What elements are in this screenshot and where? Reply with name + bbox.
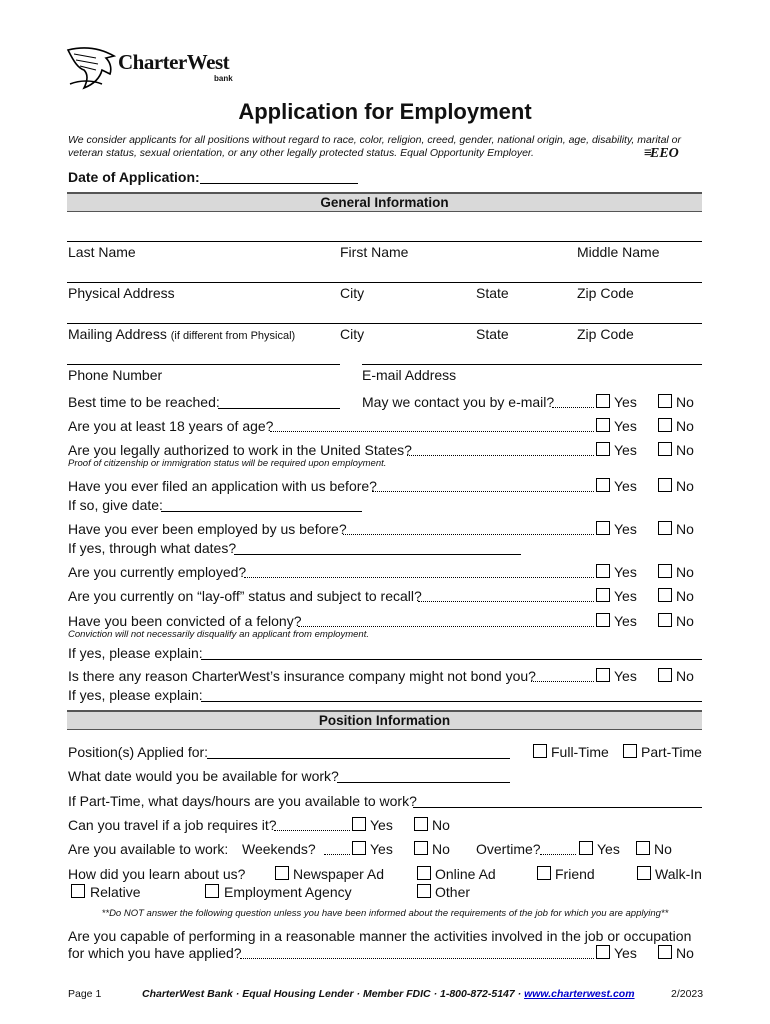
page-number: Page 1: [68, 988, 102, 1000]
footer-phone: 1-800-872-5147: [440, 988, 515, 1000]
bank-name: CharterWest: [118, 50, 230, 74]
relative-checkbox[interactable]: [71, 884, 85, 898]
capable-yes-checkbox[interactable]: [596, 945, 610, 959]
age18-label: Are you at least 18 years of age?: [68, 418, 274, 434]
felony-note: Conviction will not necessarily disqualify an applicant from employment.: [68, 629, 369, 640]
no-label: No: [676, 394, 694, 410]
footer-sep: ·: [235, 988, 240, 1000]
footer-bank: CharterWest Bank: [142, 988, 233, 1000]
position-info-header: Position Information: [67, 710, 702, 730]
yes-label: Yes: [370, 817, 393, 833]
footer-sep: ·: [517, 988, 522, 1000]
layoff-yes-checkbox[interactable]: [596, 588, 610, 602]
yes-label: Yes: [370, 841, 393, 857]
yes-label: Yes: [614, 668, 637, 684]
overtime-no-checkbox[interactable]: [636, 841, 650, 855]
available-date-label: What date would you be available for work?: [68, 768, 339, 784]
leader-dots: [270, 431, 594, 432]
currently-employed-no-checkbox[interactable]: [658, 564, 672, 578]
learn-label: How did you learn about us?: [68, 866, 246, 882]
zip-label: Zip Code: [577, 285, 634, 301]
bond-yes-checkbox[interactable]: [596, 668, 610, 682]
employed-before-yes-checkbox[interactable]: [596, 521, 610, 535]
no-label: No: [676, 521, 694, 537]
notice-text: **Do NOT answer the following question unless you have been informed about the requirements of the job for which you are applying**: [101, 908, 669, 919]
leader-dots: [240, 958, 594, 959]
yes-label: Yes: [614, 521, 637, 537]
date-of-application-field[interactable]: [200, 183, 358, 184]
bank-sub: bank: [214, 74, 233, 83]
layoff-label: Are you currently on “lay-off” status and subject to recall?: [68, 588, 422, 604]
part-time-hours-field[interactable]: [413, 807, 702, 808]
travel-label: Can you travel if a job requires it?: [68, 817, 277, 833]
full-time-label: Full-Time: [551, 744, 609, 760]
no-label: No: [676, 564, 694, 580]
newspaper-label: Newspaper Ad: [293, 866, 385, 882]
weekends-yes-checkbox[interactable]: [352, 841, 366, 855]
full-time-checkbox[interactable]: [533, 744, 547, 758]
contact-email-label: May we contact you by e-mail?: [362, 394, 555, 410]
weekends-question-label: Are you available to work:: [68, 841, 229, 857]
what-dates-label: If yes, through what dates?: [68, 540, 237, 556]
yes-label: Yes: [614, 588, 637, 604]
leader-dots: [418, 601, 594, 602]
what-dates-field[interactable]: [234, 554, 521, 555]
leader-dots: [407, 455, 594, 456]
contact-email-yes-checkbox[interactable]: [596, 394, 610, 408]
yes-label: Yes: [614, 478, 637, 494]
bank-logo: [66, 44, 241, 92]
layoff-no-checkbox[interactable]: [658, 588, 672, 602]
first-name-label: First Name: [340, 244, 409, 260]
no-label: No: [432, 817, 450, 833]
felony-explain-label: If yes, please explain:: [68, 645, 203, 661]
physical-address-field-line[interactable]: [67, 282, 702, 283]
no-label: No: [676, 418, 694, 434]
online-label: Online Ad: [435, 866, 496, 882]
capable-label-line1: Are you capable of performing in a reasonable manner the activities involved in the job or occupation: [68, 928, 692, 944]
mailing-address-label: [68, 326, 295, 342]
filed-before-yes-checkbox[interactable]: [596, 478, 610, 492]
yes-label: Yes: [597, 841, 620, 857]
no-label: No: [676, 478, 694, 494]
leader-dots: [274, 830, 350, 831]
filed-before-label: Have you ever filed an application with us before?: [68, 478, 377, 494]
city-label: City: [340, 285, 365, 301]
no-label: No: [676, 588, 694, 604]
last-name-label: Last Name: [68, 244, 136, 260]
leader-dots: [540, 854, 576, 855]
felony-no-checkbox[interactable]: [658, 613, 672, 627]
felony-explain-field[interactable]: [201, 659, 702, 660]
capable-no-checkbox[interactable]: [658, 945, 672, 959]
yes-label: Yes: [614, 442, 637, 458]
travel-yes-checkbox[interactable]: [352, 817, 366, 831]
bond-label: Is there any reason CharterWest’s insurance company might not bond you?: [68, 668, 536, 684]
agency-checkbox[interactable]: [205, 884, 219, 898]
footer-sep: ·: [356, 988, 361, 1000]
email-field-line[interactable]: [362, 364, 702, 365]
leader-dots: [244, 577, 594, 578]
mailing-address-field-line[interactable]: [67, 323, 702, 324]
authorized-no-checkbox[interactable]: [658, 442, 672, 456]
mailing-city-label: City: [340, 326, 365, 342]
footer-fdic: Member FDIC: [362, 988, 431, 1000]
contact-email-no-checkbox[interactable]: [658, 394, 672, 408]
newspaper-checkbox[interactable]: [275, 866, 289, 880]
capable-label-line2: for which you have applied?: [68, 945, 242, 961]
eeo-disclaimer: We consider applicants for all positions without regard to race, color, religion, creed, gender, national origin, age, disability, marital or veteran status, sexual orientation, or any other legally protected status. Equal Opportunity Employer.: [68, 134, 682, 159]
footer-date: 2/2023: [671, 988, 704, 1000]
footer-url-link[interactable]: www.charterwest.com: [524, 988, 635, 1000]
give-date-field[interactable]: [161, 511, 362, 512]
weekends-label: Weekends?: [242, 841, 316, 857]
bond-explain-field[interactable]: [201, 701, 702, 702]
part-time-label: Part-Time: [641, 744, 702, 760]
filed-before-no-checkbox[interactable]: [658, 478, 672, 492]
page-title: Application for Employment: [238, 99, 532, 124]
part-time-checkbox[interactable]: [623, 744, 637, 758]
friend-checkbox[interactable]: [537, 866, 551, 880]
yes-label: Yes: [614, 418, 637, 434]
walkin-checkbox[interactable]: [637, 866, 651, 880]
footer-sep: ·: [433, 988, 438, 1000]
middle-name-label: Middle Name: [577, 244, 660, 260]
phone-field-line[interactable]: [67, 364, 340, 365]
available-date-field[interactable]: [337, 782, 510, 783]
relative-label: Relative: [90, 884, 141, 900]
eagle-icon: [66, 44, 126, 92]
friend-label: Friend: [555, 866, 595, 882]
eeo-logo: ≡EEO: [644, 146, 679, 161]
footer-bank-info: [142, 988, 635, 1000]
bond-explain-label: If yes, please explain:: [68, 687, 203, 703]
general-info-header: General Information: [67, 192, 702, 212]
physical-address-label: Physical Address: [68, 285, 175, 301]
employed-before-label: Have you ever been employed by us before?: [68, 521, 347, 537]
footer-ehl: Equal Housing Lender: [242, 988, 354, 1000]
leader-dots: [298, 626, 594, 627]
give-date-label: If so, give date:: [68, 497, 163, 513]
best-time-label: Best time to be reached:: [68, 394, 220, 410]
felony-yes-checkbox[interactable]: [596, 613, 610, 627]
eeo-text: EEO: [649, 146, 679, 161]
best-time-field[interactable]: [218, 408, 340, 409]
part-time-hours-label: If Part-Time, what days/hours are you available to work?: [68, 793, 417, 809]
mailing-address-text: Mailing Address: [68, 326, 167, 342]
authorized-yes-checkbox[interactable]: [596, 442, 610, 456]
travel-no-checkbox[interactable]: [414, 817, 428, 831]
leader-dots: [372, 491, 594, 492]
felony-label: Have you been convicted of a felony?: [68, 613, 302, 629]
no-label: No: [432, 841, 450, 857]
no-label: No: [676, 668, 694, 684]
employed-before-no-checkbox[interactable]: [658, 521, 672, 535]
mailing-zip-label: Zip Code: [577, 326, 634, 342]
state-label: State: [476, 285, 509, 301]
no-label: No: [676, 613, 694, 629]
overtime-yes-checkbox[interactable]: [579, 841, 593, 855]
authorized-label: Are you legally authorized to work in the United States?: [68, 442, 412, 458]
proof-note: Proof of citizenship or immigration status will be required upon employment.: [68, 458, 387, 469]
leader-dots: [343, 534, 594, 535]
yes-label: Yes: [614, 564, 637, 580]
online-checkbox[interactable]: [417, 866, 431, 880]
email-label: E-mail Address: [362, 367, 457, 383]
applied-for-label: Position(s) Applied for:: [68, 744, 209, 760]
mailing-note: (if different from Physical): [170, 330, 296, 342]
overtime-label: Overtime?: [476, 841, 541, 857]
yes-label: Yes: [614, 394, 637, 410]
name-field-line[interactable]: [67, 241, 702, 242]
no-label: No: [676, 945, 694, 961]
yes-label: Yes: [614, 613, 637, 629]
yes-label: Yes: [614, 945, 637, 961]
walkin-label: Walk-In: [655, 866, 702, 882]
phone-label: Phone Number: [68, 367, 163, 383]
leader-dots: [531, 681, 594, 682]
leader-dots: [552, 407, 594, 408]
other-label: Other: [435, 884, 471, 900]
no-label: No: [654, 841, 672, 857]
bond-no-checkbox[interactable]: [658, 668, 672, 682]
currently-employed-label: Are you currently employed?: [68, 564, 247, 580]
age18-yes-checkbox[interactable]: [596, 418, 610, 432]
no-label: No: [676, 442, 694, 458]
currently-employed-yes-checkbox[interactable]: [596, 564, 610, 578]
mailing-state-label: State: [476, 326, 509, 342]
date-of-application-label: Date of Application:: [68, 169, 200, 185]
other-checkbox[interactable]: [417, 884, 431, 898]
agency-label: Employment Agency: [224, 884, 352, 900]
leader-dots: [324, 854, 350, 855]
age18-no-checkbox[interactable]: [658, 418, 672, 432]
applied-for-field[interactable]: [207, 758, 510, 759]
weekends-no-checkbox[interactable]: [414, 841, 428, 855]
